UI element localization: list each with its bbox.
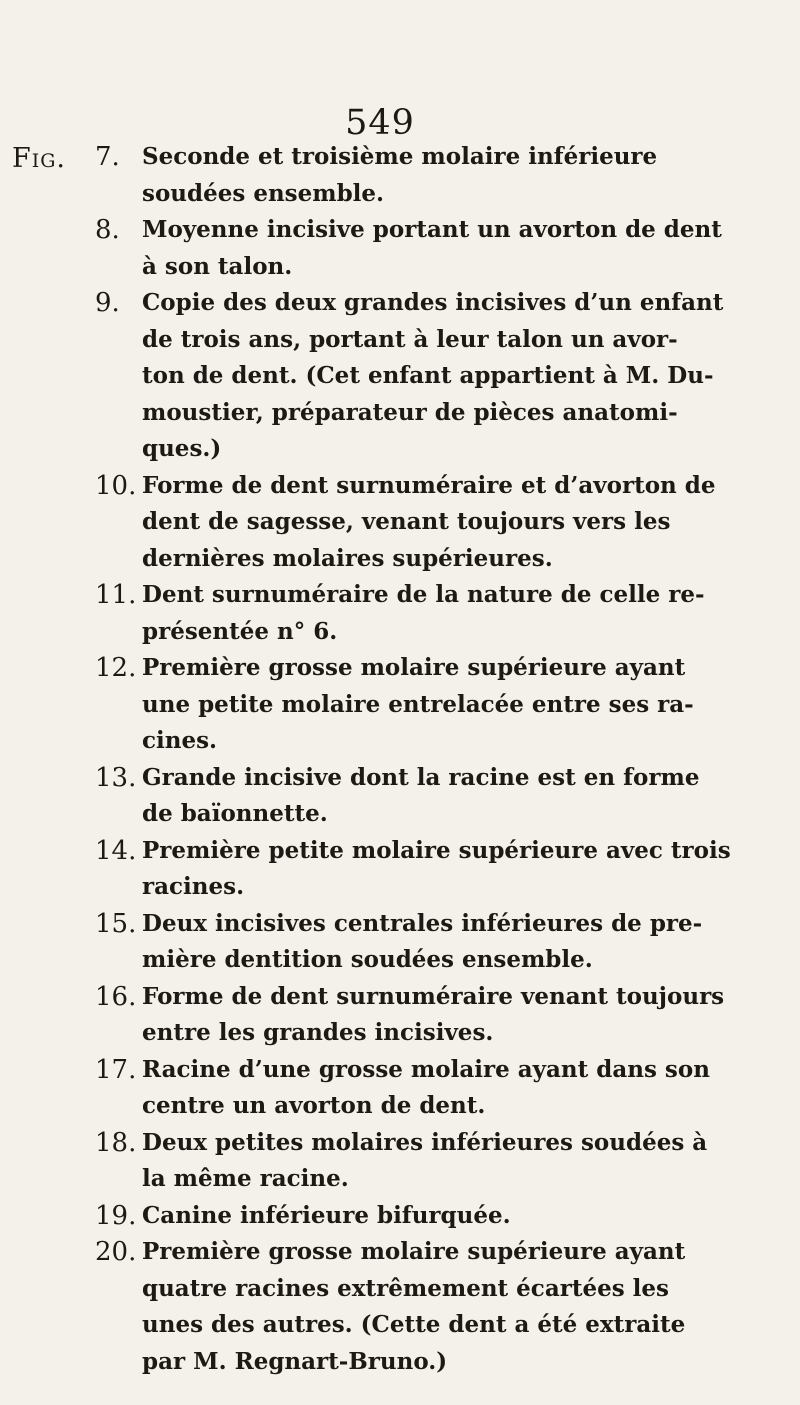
entry-line: présentée n° 6. bbox=[142, 617, 338, 645]
figure-entry-text bbox=[142, 833, 745, 906]
figure-entry-text bbox=[142, 1234, 745, 1380]
figure-entry bbox=[95, 1052, 745, 1125]
entry-line: quatre racines extrêmement écartées les bbox=[142, 1274, 670, 1302]
entry-line: soudées ensemble. bbox=[142, 179, 385, 207]
figure-entry bbox=[95, 906, 745, 979]
figure-entry-text bbox=[142, 285, 745, 468]
entry-line: Copie des deux grandes incisives d’un enfant bbox=[142, 289, 724, 316]
entry-line: cines. bbox=[142, 727, 218, 754]
figure-entry-number: 14. bbox=[95, 835, 137, 866]
entry-line: ton de dent. (Cet enfant appartient à M. Du- bbox=[142, 362, 714, 389]
figure-entry-text bbox=[142, 468, 745, 578]
figure-entry-number: 12. bbox=[95, 653, 137, 683]
entry-line: Première grosse molaire supérieure ayant bbox=[142, 654, 686, 681]
figure-entry-text bbox=[142, 1125, 745, 1198]
entry-line: moustier, préparateur de pièces anatomi- bbox=[142, 398, 678, 426]
figure-entry-number: 10. bbox=[95, 470, 137, 501]
figure-entry-text bbox=[142, 906, 745, 979]
figure-entry-text bbox=[142, 979, 745, 1052]
figure-entry-number: 15. bbox=[95, 908, 137, 939]
entry-line: Grande incisive dont la racine est en forme bbox=[142, 763, 700, 791]
entry-line: Canine inférieure bifurquée. bbox=[142, 1201, 511, 1229]
figure-entry-number: 8. bbox=[95, 215, 120, 245]
entry-line: à son talon. bbox=[142, 252, 293, 280]
page-number: 549 bbox=[345, 103, 415, 143]
entry-line: Forme de dent surnuméraire venant toujours bbox=[142, 982, 725, 1010]
figure-entries-list bbox=[95, 139, 745, 1380]
entry-line: par M. Regnart-Bruno.) bbox=[142, 1347, 448, 1375]
entry-line: Forme de dent surnuméraire et d’avorton de bbox=[142, 471, 716, 499]
figure-entry-text bbox=[142, 1052, 745, 1125]
figure-entry-text bbox=[142, 577, 745, 650]
entry-line: une petite molaire entrelacée entre ses ra- bbox=[142, 690, 694, 718]
figure-entry-number: 7. bbox=[95, 142, 120, 172]
figure-entry-number: 18. bbox=[95, 1127, 137, 1158]
entry-line: dernières molaires supérieures. bbox=[142, 544, 553, 572]
figure-entry bbox=[95, 760, 745, 833]
figure-entry bbox=[95, 1198, 745, 1235]
figure-entry-number: 13. bbox=[95, 762, 137, 793]
figure-entry-text bbox=[142, 139, 745, 212]
entry-line: entre les grandes incisives. bbox=[142, 1019, 494, 1046]
figure-entry-number: 11. bbox=[95, 580, 137, 610]
figure-entry bbox=[95, 650, 745, 760]
figure-entry bbox=[95, 1234, 745, 1380]
figure-entry-number: 20. bbox=[95, 1237, 137, 1267]
entry-line: Dent surnuméraire de la nature de celle re- bbox=[142, 581, 705, 608]
figure-entry-text bbox=[142, 1198, 745, 1235]
figure-entry-number: 16. bbox=[95, 981, 137, 1012]
entry-line: Deux incisives centrales inférieures de pre- bbox=[142, 909, 703, 937]
figure-entry-number: 19. bbox=[95, 1200, 137, 1231]
entry-line: Moyenne incisive portant un avorton de dent bbox=[142, 216, 722, 243]
entry-line: dent de sagesse, venant toujours vers les bbox=[142, 508, 671, 535]
figure-entry-text bbox=[142, 212, 745, 285]
figure-entry bbox=[95, 577, 745, 650]
figure-entry bbox=[95, 139, 745, 212]
entry-line: de baïonnette. bbox=[142, 800, 328, 827]
entry-line: Première petite molaire supérieure avec trois bbox=[142, 836, 731, 864]
figure-entry-number: 17. bbox=[95, 1054, 137, 1085]
figure-entry-text bbox=[142, 760, 745, 833]
fig-label: Fig. bbox=[12, 143, 66, 174]
figure-entry-number: 9. bbox=[95, 288, 120, 318]
entry-line: racines. bbox=[142, 873, 245, 900]
figure-entry bbox=[95, 1125, 745, 1198]
figure-entry bbox=[95, 212, 745, 285]
entry-line: Seconde et troisième molaire inférieure bbox=[142, 143, 658, 170]
figure-entry bbox=[95, 468, 745, 578]
entry-line: Racine d’une grosse molaire ayant dans son bbox=[142, 1055, 710, 1083]
entry-line: unes des autres. (Cette dent a été extraite bbox=[142, 1311, 686, 1338]
entry-line: de trois ans, portant à leur talon un avor- bbox=[142, 325, 678, 353]
entry-line: ques.) bbox=[142, 435, 222, 462]
figure-entry bbox=[95, 285, 745, 468]
figure-entry bbox=[95, 833, 745, 906]
figure-entry-text bbox=[142, 650, 745, 760]
entry-line: centre un avorton de dent. bbox=[142, 1092, 486, 1119]
entry-line: mière dentition soudées ensemble. bbox=[142, 946, 593, 973]
entry-line: Deux petites molaires inférieures soudées à bbox=[142, 1128, 708, 1156]
figure-entry bbox=[95, 979, 745, 1052]
entry-line: la même racine. bbox=[142, 1165, 349, 1192]
entry-line: Première grosse molaire supérieure ayant bbox=[142, 1238, 686, 1265]
